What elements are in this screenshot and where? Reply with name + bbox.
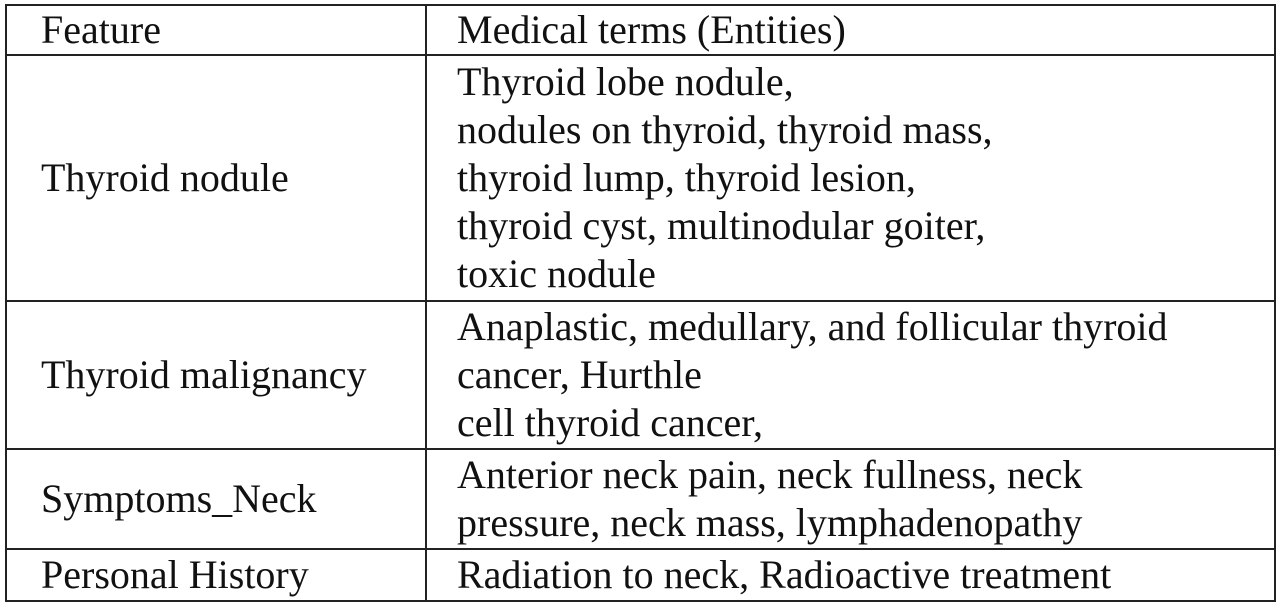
terms-cell: [426, 55, 1275, 301]
table-header-row: [6, 5, 1275, 55]
table-row: [6, 301, 1275, 449]
term-line: Anaplastic, medullary, and follicular thyroid: [457, 304, 1168, 349]
term-line: thyroid lump, thyroid lesion,: [457, 155, 916, 200]
terms-cell: [426, 549, 1275, 601]
term-line: cell thyroid cancer,: [457, 400, 764, 445]
term-line: cancer, Hurthle: [457, 352, 702, 397]
terms-cell: [426, 301, 1275, 449]
header-medical-terms: Medical terms (Entities): [426, 5, 1275, 55]
terms-cell: [426, 449, 1275, 549]
table-row: [6, 55, 1275, 301]
term-line: Thyroid lobe nodule,: [457, 59, 794, 104]
term-line: Anterior neck pain, neck fullness, neck: [457, 452, 1083, 497]
feature-cell: Symptoms_Neck: [6, 449, 426, 549]
term-line: pressure, neck mass, lymphadenopathy: [457, 500, 1083, 545]
feature-cell: Thyroid malignancy: [6, 301, 426, 449]
header-feature: Feature: [6, 5, 426, 55]
feature-cell: Thyroid nodule: [6, 55, 426, 301]
table-row: [6, 449, 1275, 549]
table-row: [6, 549, 1275, 601]
term-line: Radiation to neck, Radioactive treatment: [457, 552, 1112, 597]
feature-terms-table: [5, 4, 1276, 602]
term-line: toxic nodule: [457, 251, 656, 296]
term-line: thyroid cyst, multinodular goiter,: [457, 203, 986, 248]
feature-cell: Personal History: [6, 549, 426, 601]
term-line: nodules on thyroid, thyroid mass,: [457, 107, 993, 152]
